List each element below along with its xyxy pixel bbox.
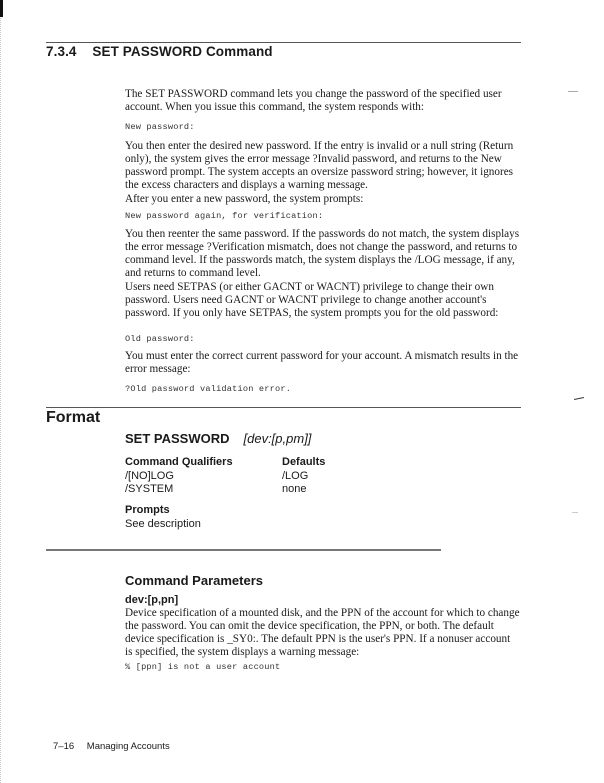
parameter-description: Device specification of a mounted disk, and the PPN of the account for which to change the password. You can omit the device specification, the PPN, or both. The default device specification is _SY0:. The default PPN is the user's PPN. If a nonuser account is specified, the system displays a warning message: bbox=[125, 607, 520, 658]
qualifier-name: /[NO]LOG bbox=[125, 470, 174, 482]
margin-mark bbox=[574, 397, 584, 400]
parameters-rule bbox=[46, 549, 441, 551]
prompt-old-password: Old password: bbox=[125, 334, 195, 344]
paragraph-mismatch: You must enter the correct current password for your account. A mismatch results in the error message: bbox=[125, 350, 519, 375]
section-title: SET PASSWORD Command bbox=[92, 44, 273, 59]
page-footer bbox=[53, 741, 170, 752]
section-heading bbox=[46, 44, 273, 59]
paragraph-reenter: You then reenter the same password. If the passwords do not match, the system displays the error message ?Verification mismatch, does not change the password, and returns to command level. If the passwords match, the system displays the /LOG message, if any, and returns to command level. bbox=[125, 228, 520, 279]
qualifier-default: none bbox=[282, 483, 307, 495]
prompt-new-password: New password: bbox=[125, 122, 195, 132]
paragraph-intro: The SET PASSWORD command lets you change the password of the specified user account. When you issue this command, the system responds with: bbox=[125, 88, 502, 113]
command-argument: [dev:[p,pm]] bbox=[243, 431, 312, 446]
prompts-text: See description bbox=[125, 518, 201, 530]
parameters-heading: Command Parameters bbox=[125, 573, 263, 588]
paragraph-after-enter: After you enter a new password, the system prompts: bbox=[125, 193, 364, 205]
margin-mark bbox=[572, 512, 578, 513]
page-left-edge bbox=[0, 0, 3, 783]
page-corner-mark bbox=[0, 0, 3, 17]
prompts-header: Prompts bbox=[125, 504, 170, 516]
defaults-header: Defaults bbox=[282, 456, 326, 468]
page-number: 7–16 bbox=[53, 741, 75, 752]
margin-mark bbox=[568, 91, 578, 92]
format-heading: Format bbox=[46, 409, 101, 426]
qualifiers-header: Command Qualifiers bbox=[125, 456, 233, 468]
parameter-warning-message: % [ppn] is not a user account bbox=[125, 662, 281, 672]
command-name: SET PASSWORD bbox=[125, 431, 230, 446]
qualifier-default: /LOG bbox=[282, 470, 309, 482]
footer-title: Managing Accounts bbox=[86, 741, 170, 752]
parameter-name: dev:[p,pn] bbox=[125, 594, 179, 606]
section-number: 7.3.4 bbox=[46, 44, 77, 59]
paragraph-privileges: Users need SETPAS (or either GACNT or WACNT) privilege to change their own password. Users need GACNT or WACNT privilege to change another account's password. If you only have SETPAS, the system prompts you for the old password: bbox=[125, 281, 499, 319]
section-rule bbox=[46, 42, 521, 43]
qualifier-name: /SYSTEM bbox=[125, 483, 174, 495]
error-old-password: ?Old password validation error. bbox=[125, 384, 292, 394]
format-rule bbox=[46, 407, 521, 408]
command-syntax bbox=[125, 431, 311, 446]
prompt-verification: New password again, for verification: bbox=[125, 211, 324, 221]
paragraph-new-password: You then enter the desired new password. If the entry is invalid or a null string (Return only), the system gives the error message ?Invalid password, and returns to the New password prompt. The system accepts an oversize password string; however, it ignores the excess characters and displays a warning message. bbox=[125, 140, 514, 191]
